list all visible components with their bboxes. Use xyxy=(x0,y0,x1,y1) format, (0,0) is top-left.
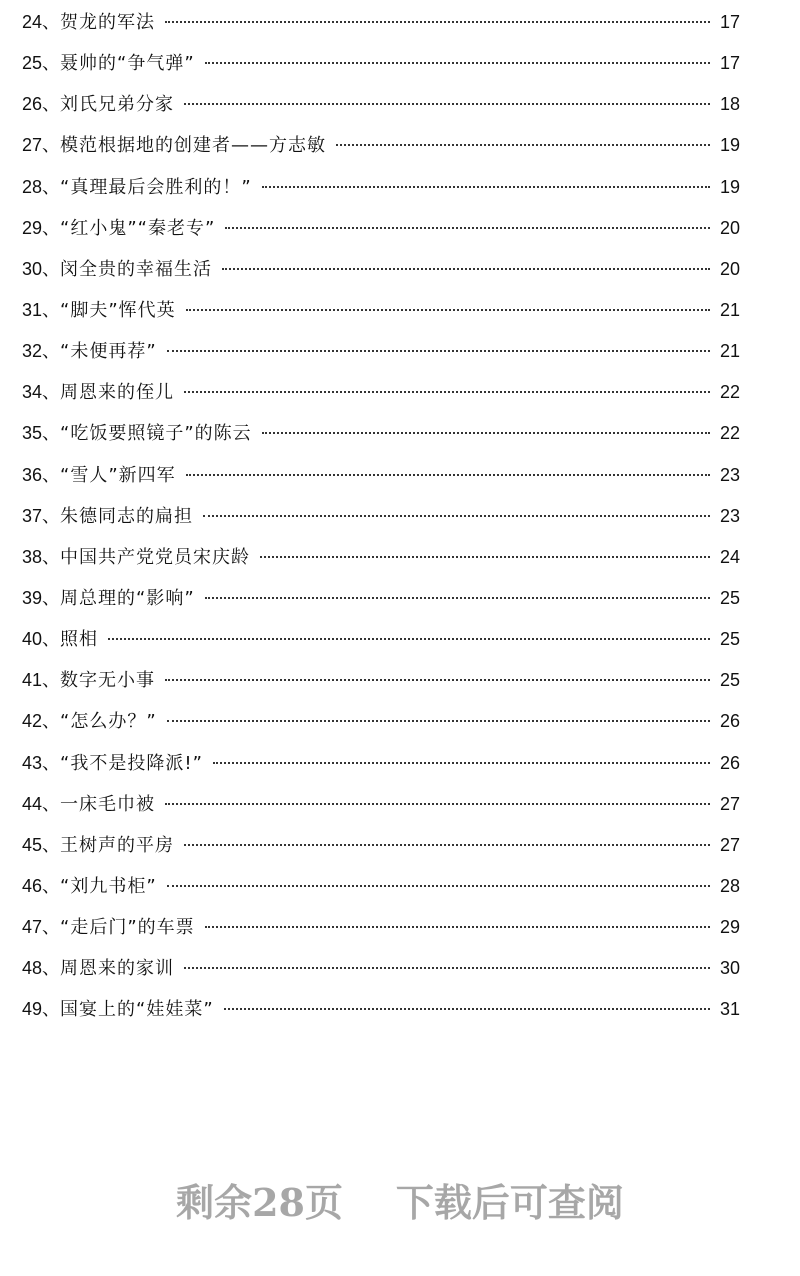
entry-title: 刘氏兄弟分家 xyxy=(60,94,175,116)
entry-number: 25、 xyxy=(22,53,61,74)
entry-title: 中国共产党党员宋庆龄 xyxy=(60,546,251,568)
toc-entry[interactable] xyxy=(22,701,740,742)
entry-number: 45、 xyxy=(22,834,61,855)
entry-title: “我不是投降派!” xyxy=(60,752,203,774)
entry-title: 国宴上的“娃娃菜” xyxy=(60,999,214,1021)
entry-title: 周恩来的侄儿 xyxy=(60,382,175,404)
toc-entry[interactable] xyxy=(22,496,740,537)
entry-number: 44、 xyxy=(22,793,61,814)
dot-leader xyxy=(262,186,710,188)
entry-title: “怎么办？” xyxy=(60,711,157,733)
entry-number: 46、 xyxy=(22,875,61,896)
entry-page-number: 23 xyxy=(719,464,740,485)
entry-page-number: 18 xyxy=(719,94,740,115)
dot-leader xyxy=(186,474,710,476)
entry-page-number: 26 xyxy=(719,711,740,732)
toc-entry[interactable] xyxy=(22,866,740,907)
remaining-pages-banner: 剩余28页 下载后可查阅 xyxy=(176,1180,624,1225)
dot-leader xyxy=(260,556,710,558)
toc-entry[interactable] xyxy=(22,537,740,578)
entry-title: 周恩来的家训 xyxy=(60,958,175,980)
dot-leader xyxy=(203,515,710,517)
toc-entry[interactable] xyxy=(22,43,740,84)
dot-leader xyxy=(165,803,710,805)
entry-page-number: 24 xyxy=(719,546,740,567)
toc-entry[interactable] xyxy=(22,290,740,331)
entry-number: 36、 xyxy=(22,464,61,485)
entry-number: 49、 xyxy=(22,999,61,1020)
dot-leader xyxy=(184,967,710,969)
entry-page-number: 17 xyxy=(719,53,740,74)
entry-number: 30、 xyxy=(22,258,61,279)
entry-number: 42、 xyxy=(22,711,61,732)
toc-entry[interactable] xyxy=(22,249,740,290)
toc-entry[interactable] xyxy=(22,948,740,989)
entry-page-number: 25 xyxy=(719,629,740,650)
dot-leader xyxy=(165,21,710,23)
dot-leader xyxy=(186,309,710,311)
entry-page-number: 22 xyxy=(719,382,740,403)
entry-page-number: 25 xyxy=(719,670,740,691)
entry-title: “刘九书柜” xyxy=(60,875,157,897)
entry-title: “雪人”新四军 xyxy=(60,464,176,486)
entry-number: 40、 xyxy=(22,629,61,650)
entry-title: 贺龙的军法 xyxy=(60,12,156,33)
toc-entry[interactable] xyxy=(22,413,740,454)
dot-leader xyxy=(205,926,710,928)
toc-entry[interactable] xyxy=(22,331,740,372)
entry-number: 47、 xyxy=(22,917,61,938)
dot-leader xyxy=(108,638,710,640)
entry-number: 31、 xyxy=(22,299,61,320)
toc-entry[interactable] xyxy=(22,455,740,496)
entry-page-number: 21 xyxy=(719,299,740,320)
entry-title: “走后门”的车票 xyxy=(60,917,195,939)
dot-leader xyxy=(336,144,710,146)
toc-entry[interactable] xyxy=(22,2,740,43)
entry-title: “吃饭要照镜子”的陈云 xyxy=(60,423,252,445)
entry-title: 朱德同志的扁担 xyxy=(60,505,194,527)
entry-title: “脚夫”恽代英 xyxy=(60,299,176,321)
entry-page-number: 22 xyxy=(719,423,740,444)
entry-page-number: 20 xyxy=(719,217,740,238)
entry-page-number: 23 xyxy=(719,505,740,526)
entry-title: 照相 xyxy=(60,629,99,651)
dot-leader xyxy=(167,350,710,352)
entry-title: 周总理的“影响” xyxy=(60,587,195,609)
entry-number: 26、 xyxy=(22,94,61,115)
entry-number: 35、 xyxy=(22,423,61,444)
dot-leader xyxy=(184,103,710,105)
entry-title: 王树声的平房 xyxy=(60,834,175,856)
toc-entry[interactable] xyxy=(22,825,740,866)
entry-number: 27、 xyxy=(22,135,61,156)
entry-title: 一床毛巾被 xyxy=(60,793,156,815)
entry-page-number: 27 xyxy=(719,793,740,814)
entry-page-number: 29 xyxy=(719,917,740,938)
entry-number: 24、 xyxy=(22,12,61,32)
entry-page-number: 31 xyxy=(719,999,740,1020)
dot-leader xyxy=(224,1008,710,1010)
entry-title: 闵全贵的幸福生活 xyxy=(60,258,213,280)
dot-leader xyxy=(205,62,710,64)
toc-entry[interactable] xyxy=(22,578,740,619)
toc-entry[interactable] xyxy=(22,125,740,166)
entry-page-number: 26 xyxy=(719,752,740,773)
entry-title: “真理最后会胜利的！” xyxy=(60,176,252,198)
entry-number: 41、 xyxy=(22,670,61,691)
dot-leader xyxy=(184,844,710,846)
entry-page-number: 21 xyxy=(719,341,740,362)
entry-title: “未便再荐” xyxy=(60,341,157,363)
entry-number: 39、 xyxy=(22,587,61,608)
entry-number: 37、 xyxy=(22,505,61,526)
entry-page-number: 19 xyxy=(719,135,740,156)
entry-title: 模范根据地的创建者——方志敏 xyxy=(60,135,327,157)
toc-entry[interactable] xyxy=(22,84,740,125)
toc-entry[interactable] xyxy=(22,660,740,701)
entry-page-number: 17 xyxy=(719,12,740,32)
entry-page-number: 19 xyxy=(719,176,740,197)
dot-leader xyxy=(205,597,710,599)
entry-number: 34、 xyxy=(22,382,61,403)
toc-entry[interactable] xyxy=(22,208,740,249)
entry-page-number: 25 xyxy=(719,587,740,608)
toc-entry[interactable] xyxy=(22,167,740,208)
entry-title: 聂帅的“争气弹” xyxy=(60,53,195,75)
dot-leader xyxy=(165,679,710,681)
entry-number: 48、 xyxy=(22,958,61,979)
table-of-contents xyxy=(22,2,740,1031)
entry-page-number: 20 xyxy=(719,258,740,279)
entry-number: 38、 xyxy=(22,546,61,567)
dot-leader xyxy=(167,885,710,887)
dot-leader xyxy=(167,720,710,722)
dot-leader xyxy=(222,268,710,270)
entry-number: 32、 xyxy=(22,341,61,362)
entry-number: 29、 xyxy=(22,217,61,238)
entry-title: “红小鬼”“秦老专” xyxy=(60,217,216,239)
dot-leader xyxy=(213,762,710,764)
toc-entry[interactable] xyxy=(22,619,740,660)
entry-page-number: 28 xyxy=(719,875,740,896)
toc-entry[interactable] xyxy=(22,743,740,784)
dot-leader xyxy=(184,391,710,393)
toc-entry[interactable] xyxy=(22,907,740,948)
toc-entry[interactable] xyxy=(22,784,740,825)
entry-number: 28、 xyxy=(22,176,61,197)
dot-leader xyxy=(225,227,710,229)
entry-title: 数字无小事 xyxy=(60,670,156,692)
entry-page-number: 30 xyxy=(719,958,740,979)
entry-page-number: 27 xyxy=(719,834,740,855)
toc-entry[interactable] xyxy=(22,989,740,1030)
dot-leader xyxy=(262,432,710,434)
entry-number: 43、 xyxy=(22,752,61,773)
toc-entry[interactable] xyxy=(22,372,740,413)
